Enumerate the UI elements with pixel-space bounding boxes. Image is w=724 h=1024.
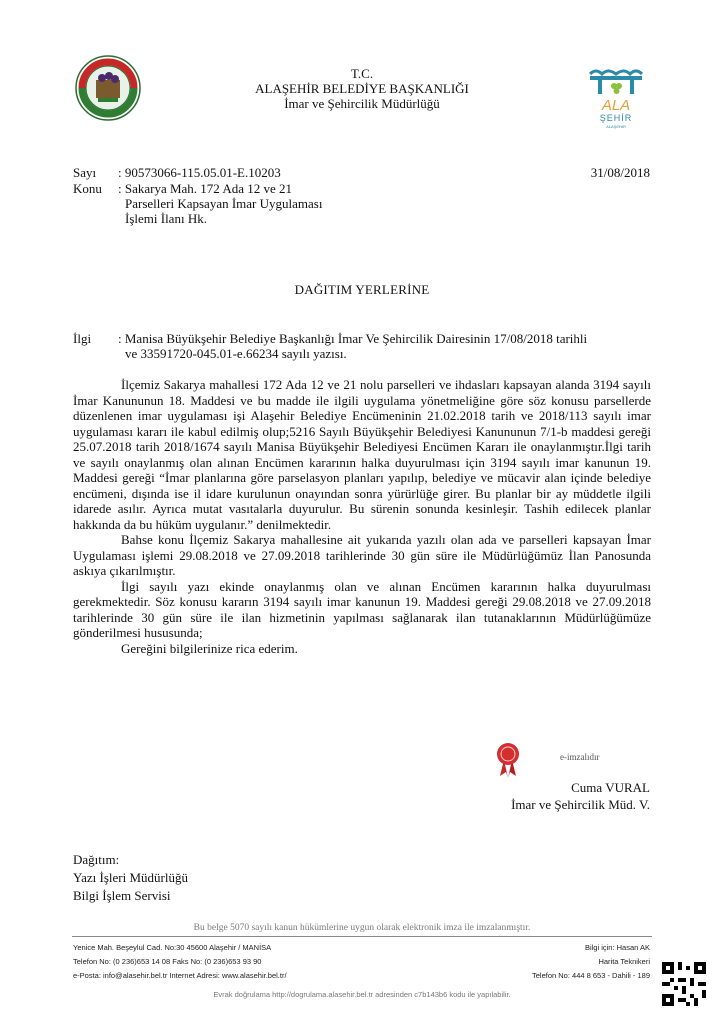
body-paragraph-1: İlçemiz Sakarya mahallesi 172 Ada 12 ve 21 nolu parselleri ve ihdasları kapsayan alanda 3194 sayılı İmar Kanununun 18. Maddesi ve bu madde ile ilgili uygulama yönetmeliğine göre söz konusu parsellerde düzenlenen imar uygulaması işi Alaşehir Belediye Encümeninin 21.02.2018 tarih ve 2018/113 sayılı imar uygulaması kararı ile kabul edilmiş olup;5216 Sayılı Büyükşehir Belediyesi Kanununun 7/1-b maddesi gereği 25.07.2018 tarih 2018/1674 sayılı Manisa Büyükşehir Belediyesi Encümen Kararı ile onaylanmıştır.İlgi tarih ve sayılı onaylanmış olan alınan Encümen kararının halka duyurulması için 3194 sayılı imar kanunun 19. Maddesi gereği “İmar planlarına göre parselasyon planları yapılıp, belediye ve mücavir alan içinde belediye encümeni, dışında ise il idare kurulunun onayından sonra yürürlüğe girer. Bu planlar bir ay müddetle ilgili idarede asılır. Ayrıca mutat vasıtalarla duyurulur. Bu sürenin sonunda kesinleşir. Tashih edilecek planlar hakkında da bu hüküm uygulanır.” denilmektedir.	[73, 377, 651, 532]
konu-line-3: İşlemi İlanı Hk.	[125, 211, 207, 226]
header-institution: ALAŞEHİR BELEDİYE BAŞKANLIĞI	[255, 81, 469, 96]
body-paragraph-2: Bahse konu İlçemiz Sakarya mahallesine ait yukarıda yazılı olan ada ve parselleri kapsayan İmar Uygulaması işlemi 29.08.2018 ve 27.09.2018 tarihlerinde 30 gün süre ile Müdürlüğümüz İlan Panosunda askıya çıkarılmıştır.	[73, 532, 651, 578]
e-signed-note: e-imzalıdır	[560, 752, 600, 762]
body-paragraph-4: Gereğini bilgilerinize rica ederim.	[121, 640, 298, 656]
distribution-item: Bilgi İşlem Servisi	[73, 888, 171, 903]
ilgi-line-2: ve 33591720-045.01-e.66234 sayılı yazısı.	[125, 346, 347, 361]
municipality-seal-logo	[72, 54, 144, 122]
konu-line-1: : Sakarya Mah. 172 Ada 12 ve 21	[118, 181, 293, 196]
konu-line-2: Parselleri Kapsayan İmar Uygulaması	[125, 196, 323, 211]
footer-divider	[72, 936, 652, 937]
distribution-list	[73, 851, 188, 905]
info-role: Harita Teknikeri	[598, 957, 650, 966]
sayi-label: Sayı	[73, 165, 97, 180]
distribution-label: Dağıtım:	[73, 852, 120, 867]
footer-info	[460, 941, 650, 983]
distribution-item: Yazı İşleri Müdürlüğü	[73, 870, 188, 885]
document-date: 31/08/2018	[590, 165, 650, 180]
reference-ilgi	[73, 331, 653, 363]
header-country: T.C.	[350, 66, 374, 81]
subject-block	[73, 181, 573, 231]
ilgi-label: İlgi	[73, 331, 92, 346]
signer-block	[480, 779, 650, 813]
footer-contact	[73, 941, 287, 983]
konu-label: Konu	[73, 181, 102, 196]
letterhead	[180, 66, 544, 111]
distribution-heading: DAĞITIM YERLERİNE	[294, 282, 430, 297]
footer-web: e-Posta: info@alasehir.bel.tr Internet Adresi: www.alasehir.bel.tr/	[73, 971, 287, 980]
verification-note: Evrak doğrulama http://dogrulama.alasehir.bel.tr adresinden c7b143b6 kodu ile yapılabilir.	[213, 990, 511, 999]
signer-title: İmar ve Şehircilik Müd. V.	[511, 797, 650, 812]
qr-code-icon	[662, 962, 706, 1006]
info-contact: Bilgi için: Hasan AK	[584, 943, 650, 952]
e-signature-seal-icon	[496, 742, 520, 778]
sayi-value: : 90573066-115.05.01-E.10203	[118, 165, 281, 180]
info-phone: Telefon No: 444 8 653 - Dahili - 189	[532, 971, 650, 980]
svg-text:ALAŞEHİR: ALAŞEHİR	[606, 124, 626, 129]
header-department: İmar ve Şehircilik Müdürlüğü	[284, 96, 440, 111]
ilgi-line-1: : Manisa Büyükşehir Belediye Başkanlığı İmar Ve Şehircilik Dairesinin 17/08/2018 tarihli	[118, 331, 588, 346]
body-paragraph-3: İlgi sayılı yazı ekinde onaylanmış olan ve alınan Encümen kararının halka duyurulması gerekmektedir. Söz konusu kararın 3194 sayılı imar kanunun 19. Maddesi gereği 29.08.2018 ve 27.09.2018 tarihlerinde 30 gün süre ile ilan hizmetinin yapılması sağlanarak ilan tutanaklarının Müdürlüğümüze gönderilmesi hususunda;	[73, 578, 651, 640]
letter-body	[73, 377, 651, 656]
footer-phone: Telefon No: (0 236)653 14 08 Faks No: (0 236)653 93 90	[73, 957, 262, 966]
city-brand-logo	[586, 66, 646, 132]
footer-address: Yenice Mah. Beşeylul Cad. No:30 45600 Alaşehir / MANİSA	[73, 943, 272, 952]
svg-text:ŞEHİR: ŞEHİR	[599, 113, 633, 123]
signer-name: Cuma VURAL	[571, 780, 650, 795]
legal-note: Bu belge 5070 sayılı kanun hükümlerine uygun olarak elektronik imza ile imzalanmıştır.	[193, 923, 531, 933]
svg-text:ALA: ALA	[601, 97, 631, 114]
